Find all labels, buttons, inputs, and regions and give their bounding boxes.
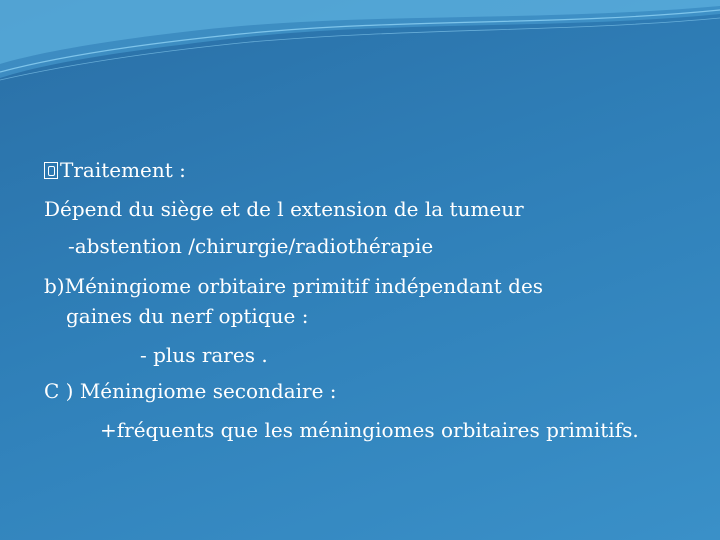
- heading-traitement: [44, 156, 186, 185]
- line-5: gaines du nerf optique :: [66, 304, 309, 328]
- line-3: -abstention /chirurgie/radiothérapie: [68, 234, 434, 258]
- line-4: b)Méningiome orbitaire primitif indépendant des: [44, 274, 544, 298]
- line-2: Dépend du siège et de l extension de la tumeur: [44, 197, 524, 221]
- missing-glyph-box-icon: [44, 162, 58, 179]
- decorative-wave-header: [0, 0, 720, 90]
- line-7: C ) Méningiome secondaire :: [44, 379, 337, 403]
- line-6: - plus rares .: [140, 343, 268, 367]
- line-8: +fréquents que les méningiomes orbitaires primitifs.: [100, 418, 639, 442]
- line-1-text: Traitement :: [60, 158, 186, 182]
